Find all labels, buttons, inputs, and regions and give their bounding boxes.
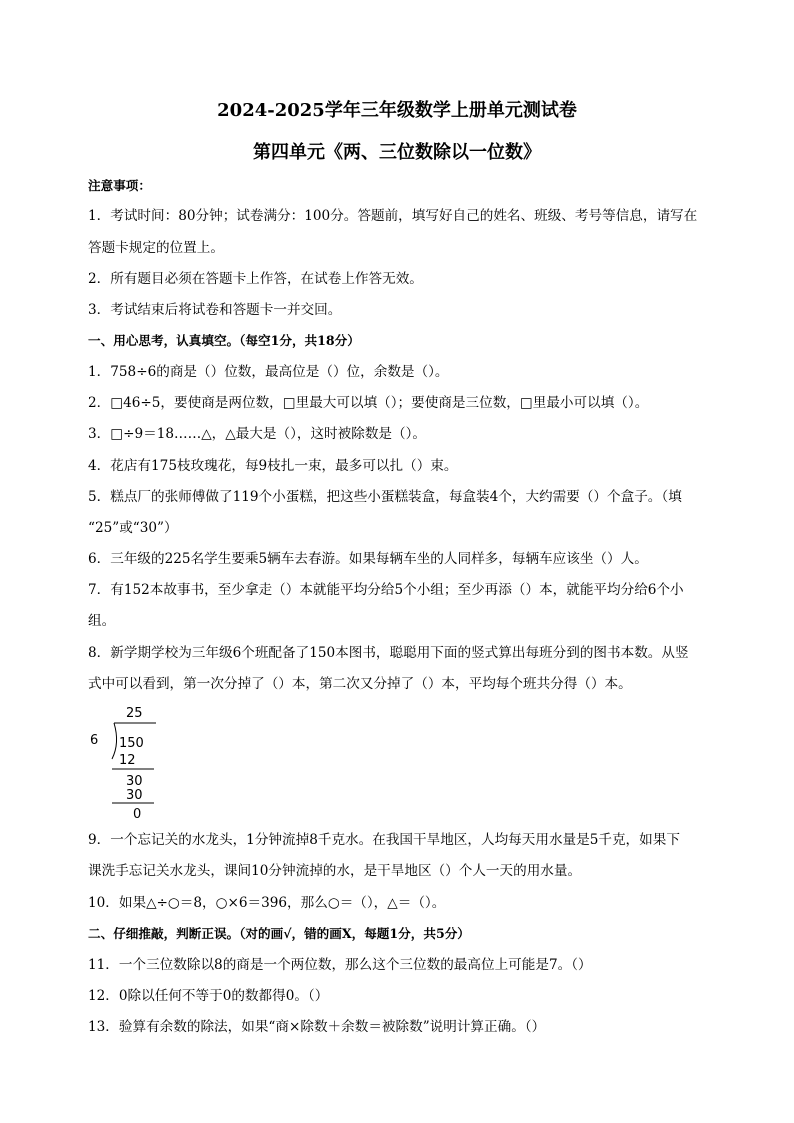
question-line: 组。 <box>88 613 116 629</box>
question-line: 式中可以看到，第一次分掉了（）本，第二次又分掉了（）本，平均每个班共分得（）本。 <box>88 676 632 692</box>
question-line: 1．758÷6的商是（）位数，最高位是（）位，余数是（）。 <box>88 364 449 380</box>
section2-heading: 二、仔细推敲，判断正误。（对的画√，错的画X，每题1分，共5分） <box>88 926 470 941</box>
question-line: 9．一个忘记关的水龙头，1分钟流掉8千克水。在我国干旱地区，人均每天用水量是5千克，如果下 <box>88 832 680 848</box>
question-line: 2．□46÷5，要使商是两位数，□里最大可以填（）；要使商是三位数，□里最小可以填（）。 <box>88 395 649 411</box>
notice-heading: 注意事项： <box>88 178 151 193</box>
division-quotient: 25 <box>126 706 143 721</box>
question-line: 3．□÷9＝18……△，△最大是（），这时被除数是（）。 <box>88 426 427 442</box>
question-line: 7．有152本故事书，至少拿走（）本就能平均分给5个小组；至少再添（）本，就能平均分给6个小 <box>88 582 684 598</box>
notice-item: 2．所有题目必须在答题卡上作答，在试卷上作答无效。 <box>88 271 423 287</box>
notice-item: 答题卡规定的位置上。 <box>88 240 224 256</box>
section1-heading: 一、用心思考，认真填空。（每空1分，共18分） <box>88 333 360 348</box>
division-bracket-curve <box>112 723 117 759</box>
question-line: 12．0除以任何不等于0的数都得0。（） <box>88 988 329 1004</box>
question-line: 11．一个三位数除以8的商是一个两位数，那么这个三位数的最高位上可能是7。（） <box>88 957 592 973</box>
division-step1: 12 <box>119 753 136 768</box>
page-title: 2024-2025学年三年级数学上册单元测试卷 <box>217 100 577 121</box>
notice-item: 3．考试结束后将试卷和答题卡一并交回。 <box>88 302 342 318</box>
division-remainder: 0 <box>133 807 142 822</box>
division-step3: 30 <box>126 788 143 803</box>
question-line: 5．糕点厂的张师傅做了119个小蛋糕，把这些小蛋糕装盒，每盒装4个，大约需要（）个盒子。（填 <box>88 489 682 505</box>
question-line: 4．花店有175枝玫瑰花，每9枝扎一束，最多可以扎（）束。 <box>88 458 458 474</box>
division-step2: 30 <box>126 774 143 789</box>
notice-item: 1．考试时间：80分钟；试卷满分：100分。答题前，填写好自己的姓名、班级、考号等信息，请写在 <box>88 208 698 224</box>
question-line: 课洗手忘记关水龙头，课间10分钟流掉的水，是干旱地区（）个人一天的用水量。 <box>88 863 582 879</box>
division-divisor: 6 <box>90 733 99 748</box>
page-subtitle: 第四单元《两、三位数除以一位数》 <box>253 142 541 163</box>
question-line: 8．新学期学校为三年级6个班配备了150本图书，聪聪用下面的竖式算出每班分到的图书本数。从竖 <box>88 645 689 661</box>
question-line: 13．验算有余数的除法，如果“商×除数＋余数＝被除数”说明计算正确。（） <box>88 1019 546 1035</box>
question-line: 10．如果△÷○＝8，○×6＝396，那么○＝（），△＝（）。 <box>88 895 446 911</box>
question-line: 6．三年级的225名学生要乘5辆车去春游。如果每辆车坐的人同样多，每辆车应该坐（）人。 <box>88 551 648 567</box>
question-line: “25”或“30”） <box>88 520 178 536</box>
division-dividend: 150 <box>119 736 144 751</box>
long-division-figure <box>86 703 176 825</box>
